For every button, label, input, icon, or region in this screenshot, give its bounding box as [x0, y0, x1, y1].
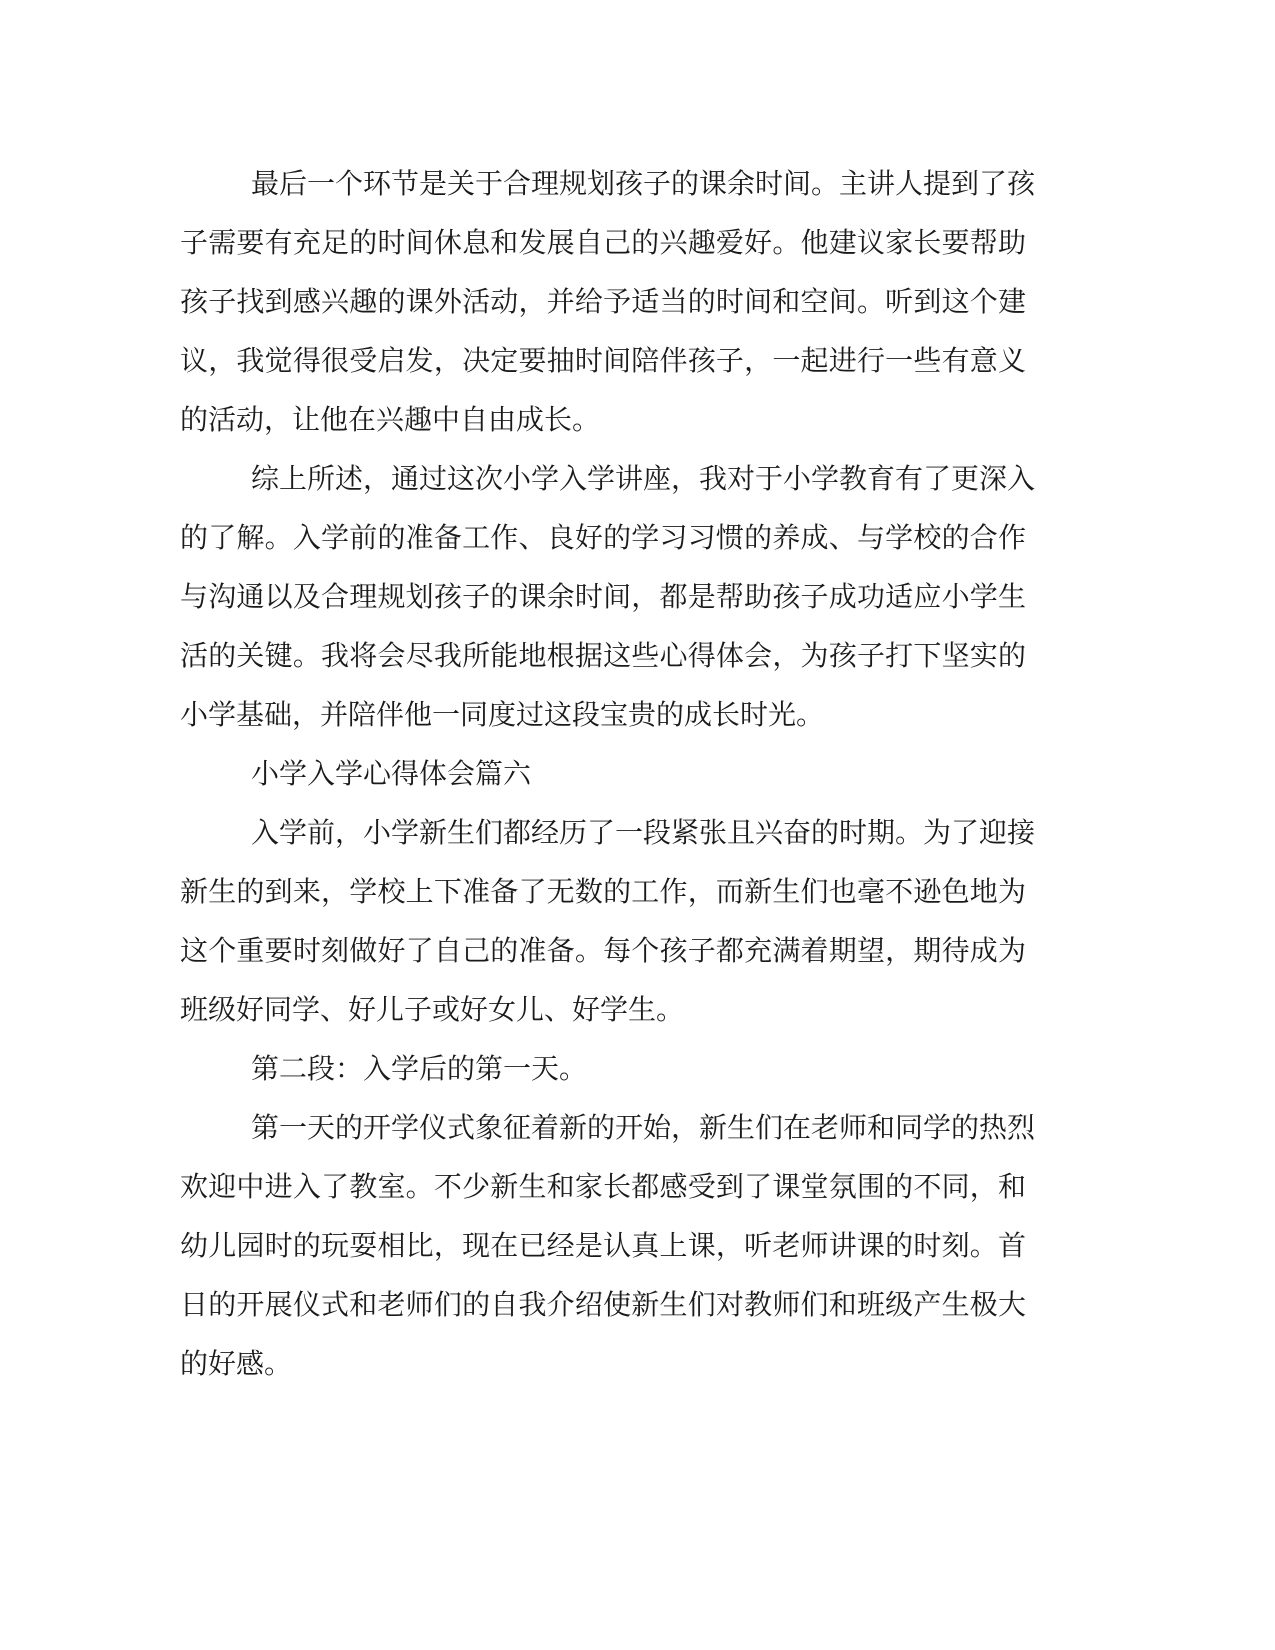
paragraph — [180, 803, 1036, 1039]
paragraph-line: 的好感。 — [180, 1347, 293, 1380]
paragraph-line: 议，我觉得很受启发，决定要抽时间陪伴孩子，一起进行一些有意义 — [180, 344, 1026, 377]
section-heading-text: 小学入学心得体会篇六 — [251, 757, 532, 790]
paragraph-line: 新生的到来，学校上下准备了无数的工作，而新生们也毫不逊色地为 — [180, 875, 1026, 908]
paragraph-line: 第一天的开学仪式象征着新的开始，新生们在老师和同学的热烈 — [251, 1111, 1036, 1144]
paragraph — [180, 154, 1036, 449]
paragraph-line: 子需要有充足的时间休息和发展自己的兴趣爱好。他建议家长要帮助 — [180, 226, 1026, 259]
paragraph-line: 这个重要时刻做好了自己的准备。每个孩子都充满着期望，期待成为 — [180, 934, 1026, 967]
paragraph-line: 孩子找到感兴趣的课外活动，并给予适当的时间和空间。听到这个建 — [180, 285, 1026, 318]
paragraph-line: 综上所述，通过这次小学入学讲座，我对于小学教育有了更深入 — [251, 462, 1036, 495]
paragraph-line: 的了解。入学前的准备工作、良好的学习习惯的养成、与学校的合作 — [180, 521, 1026, 554]
paragraph-line: 与沟通以及合理规划孩子的课余时间，都是帮助孩子成功适应小学生 — [180, 580, 1026, 613]
paragraph-line: 的活动，让他在兴趣中自由成长。 — [180, 403, 601, 436]
paragraph-line: 入学前，小学新生们都经历了一段紧张且兴奋的时期。为了迎接 — [251, 816, 1036, 849]
paragraph — [180, 449, 1036, 744]
paragraph-line: 欢迎中进入了教室。不少新生和家长都感受到了课堂氛围的不同，和 — [180, 1170, 1026, 1203]
section-subheading-text: 第二段：入学后的第一天。 — [251, 1052, 588, 1085]
paragraph-line: 班级好同学、好儿子或好女儿、好学生。 — [180, 993, 685, 1026]
section-heading — [180, 744, 1026, 803]
paragraph-line: 活的关键。我将会尽我所能地根据这些心得体会，为孩子打下坚实的 — [180, 639, 1026, 672]
document-body — [180, 154, 1036, 1393]
paragraph-line: 最后一个环节是关于合理规划孩子的课余时间。主讲人提到了孩 — [251, 167, 1036, 200]
paragraph-line: 日的开展仪式和老师们的自我介绍使新生们对教师们和班级产生极大 — [180, 1288, 1026, 1321]
section-subheading — [180, 1039, 1026, 1098]
paragraph — [180, 1098, 1036, 1393]
paragraph-line: 幼儿园时的玩耍相比，现在已经是认真上课，听老师讲课的时刻。首 — [180, 1229, 1026, 1262]
paragraph-line: 小学基础，并陪伴他一同度过这段宝贵的成长时光。 — [180, 698, 825, 731]
